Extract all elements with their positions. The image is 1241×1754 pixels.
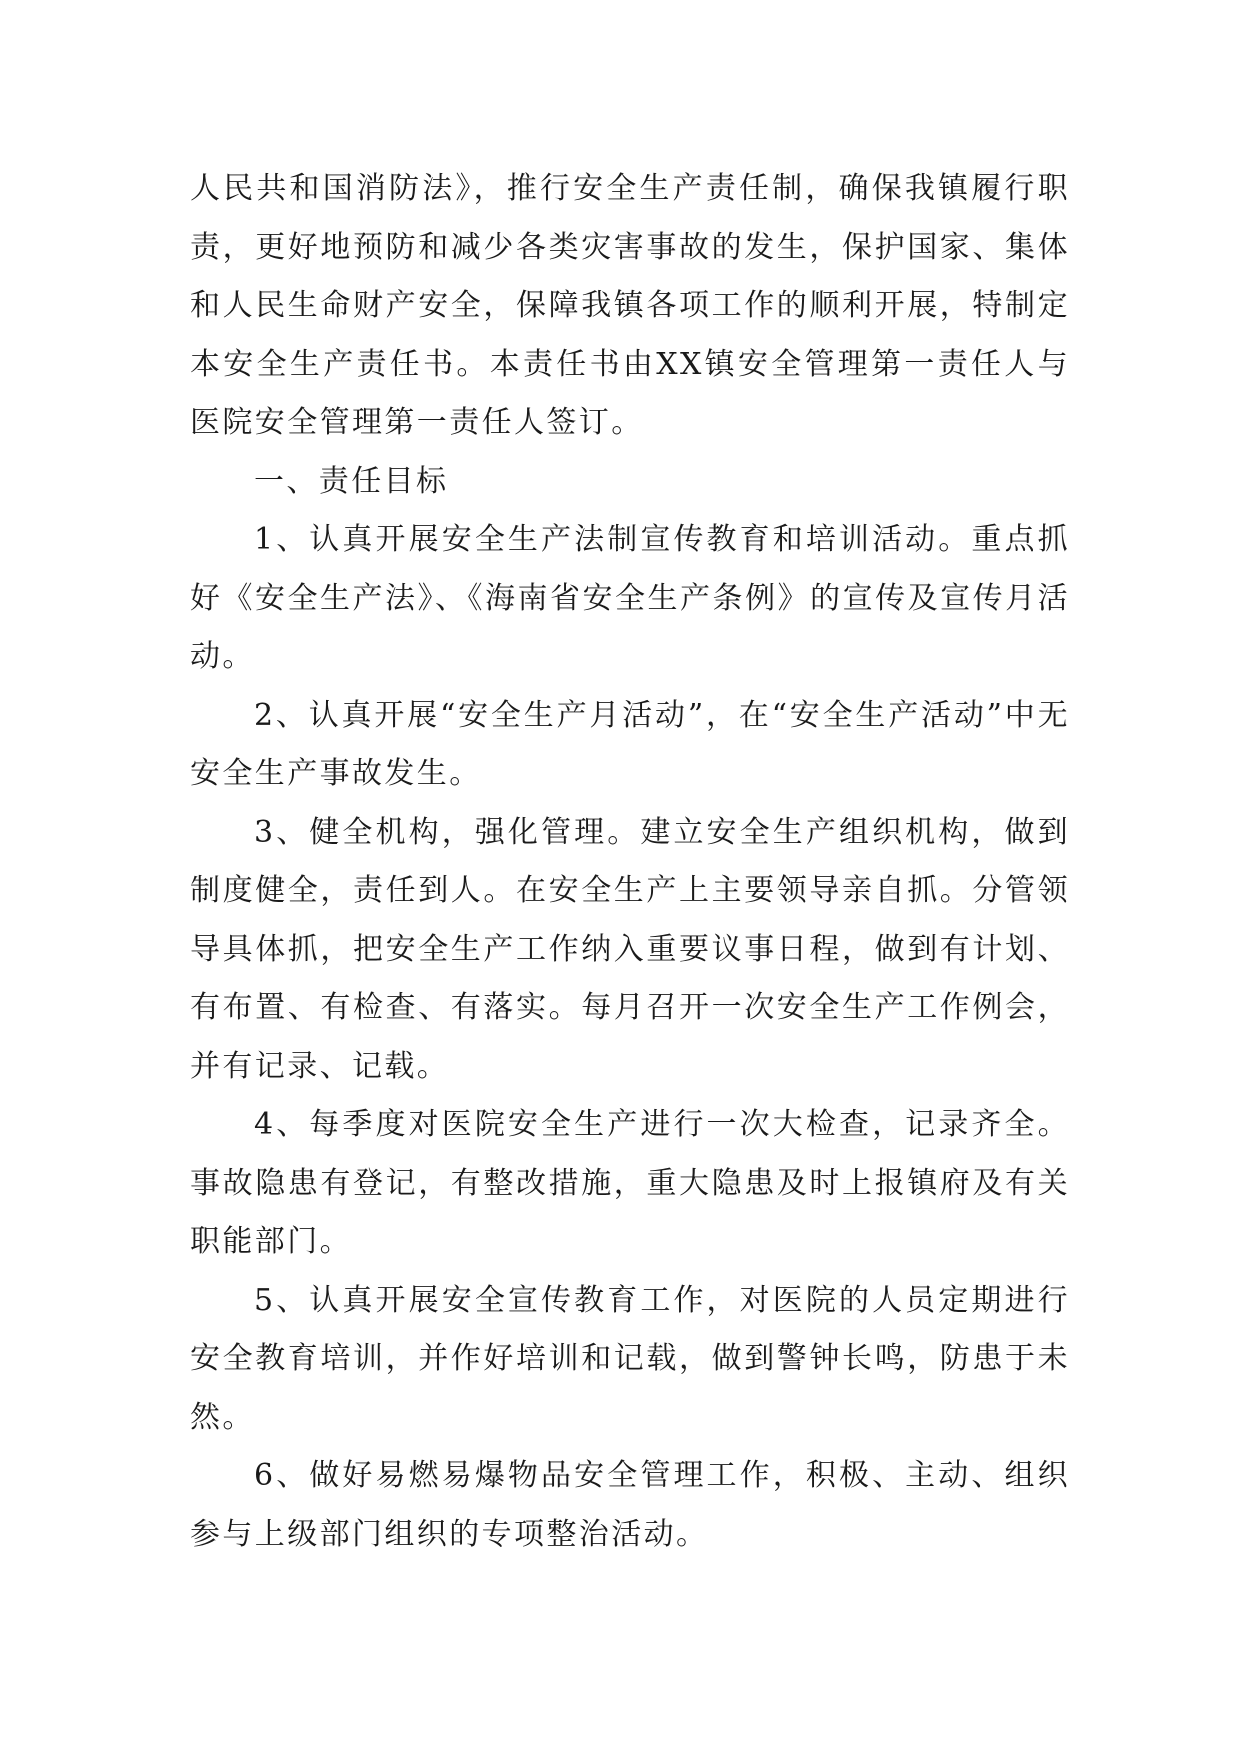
list-item-2: 2、认真开展“安全生产月活动”，在“安全生产活动”中无安全生产事故发生。 (190, 697, 1070, 791)
list-item-6: 6、做好易燃易爆物品安全管理工作，积极、主动、组织参与上级部门组织的专项整治活动。 (190, 1458, 1070, 1552)
section-heading-responsibility-goals: 一、责任目标 (254, 463, 449, 499)
list-item-1: 1、认真开展安全生产法制宣传教育和培训活动。重点抓好《安全生产法》、《海南省安全生产条例》的宣传及宣传月活动。 (190, 522, 1070, 674)
list-item-5: 5、认真开展安全宣传教育工作，对医院的人员定期进行安全教育培训，并作好培训和记载，做到警钟长鸣，防患于未然。 (190, 1282, 1070, 1435)
paragraph-intro-continuation: 人民共和国消防法》，推行安全生产责任制，确保我镇履行职责，更好地预防和减少各类灾害事故的发生，保护国家、集体和人民生命财产安全，保障我镇各项工作的顺利开展，特制定本安全生产责任书。本责任书由XX镇安全管理第一责任人与医院安全管理第一责任人签订。 (190, 171, 1070, 440)
list-item-4: 4、每季度对医院安全生产进行一次大检查，记录齐全。事故隐患有登记，有整改措施，重大隐患及时上报镇府及有关职能部门。 (190, 1107, 1070, 1259)
document-body (190, 160, 1070, 1564)
list-item-3: 3、健全机构，强化管理。建立安全生产组织机构，做到制度健全，责任到人。在安全生产上主要领导亲自抓。分管领导具体抓，把安全生产工作纳入重要议事日程，做到有计划、有布置、有检查、有落实。每月召开一次安全生产工作例会，并有记录、记载。 (190, 814, 1070, 1084)
